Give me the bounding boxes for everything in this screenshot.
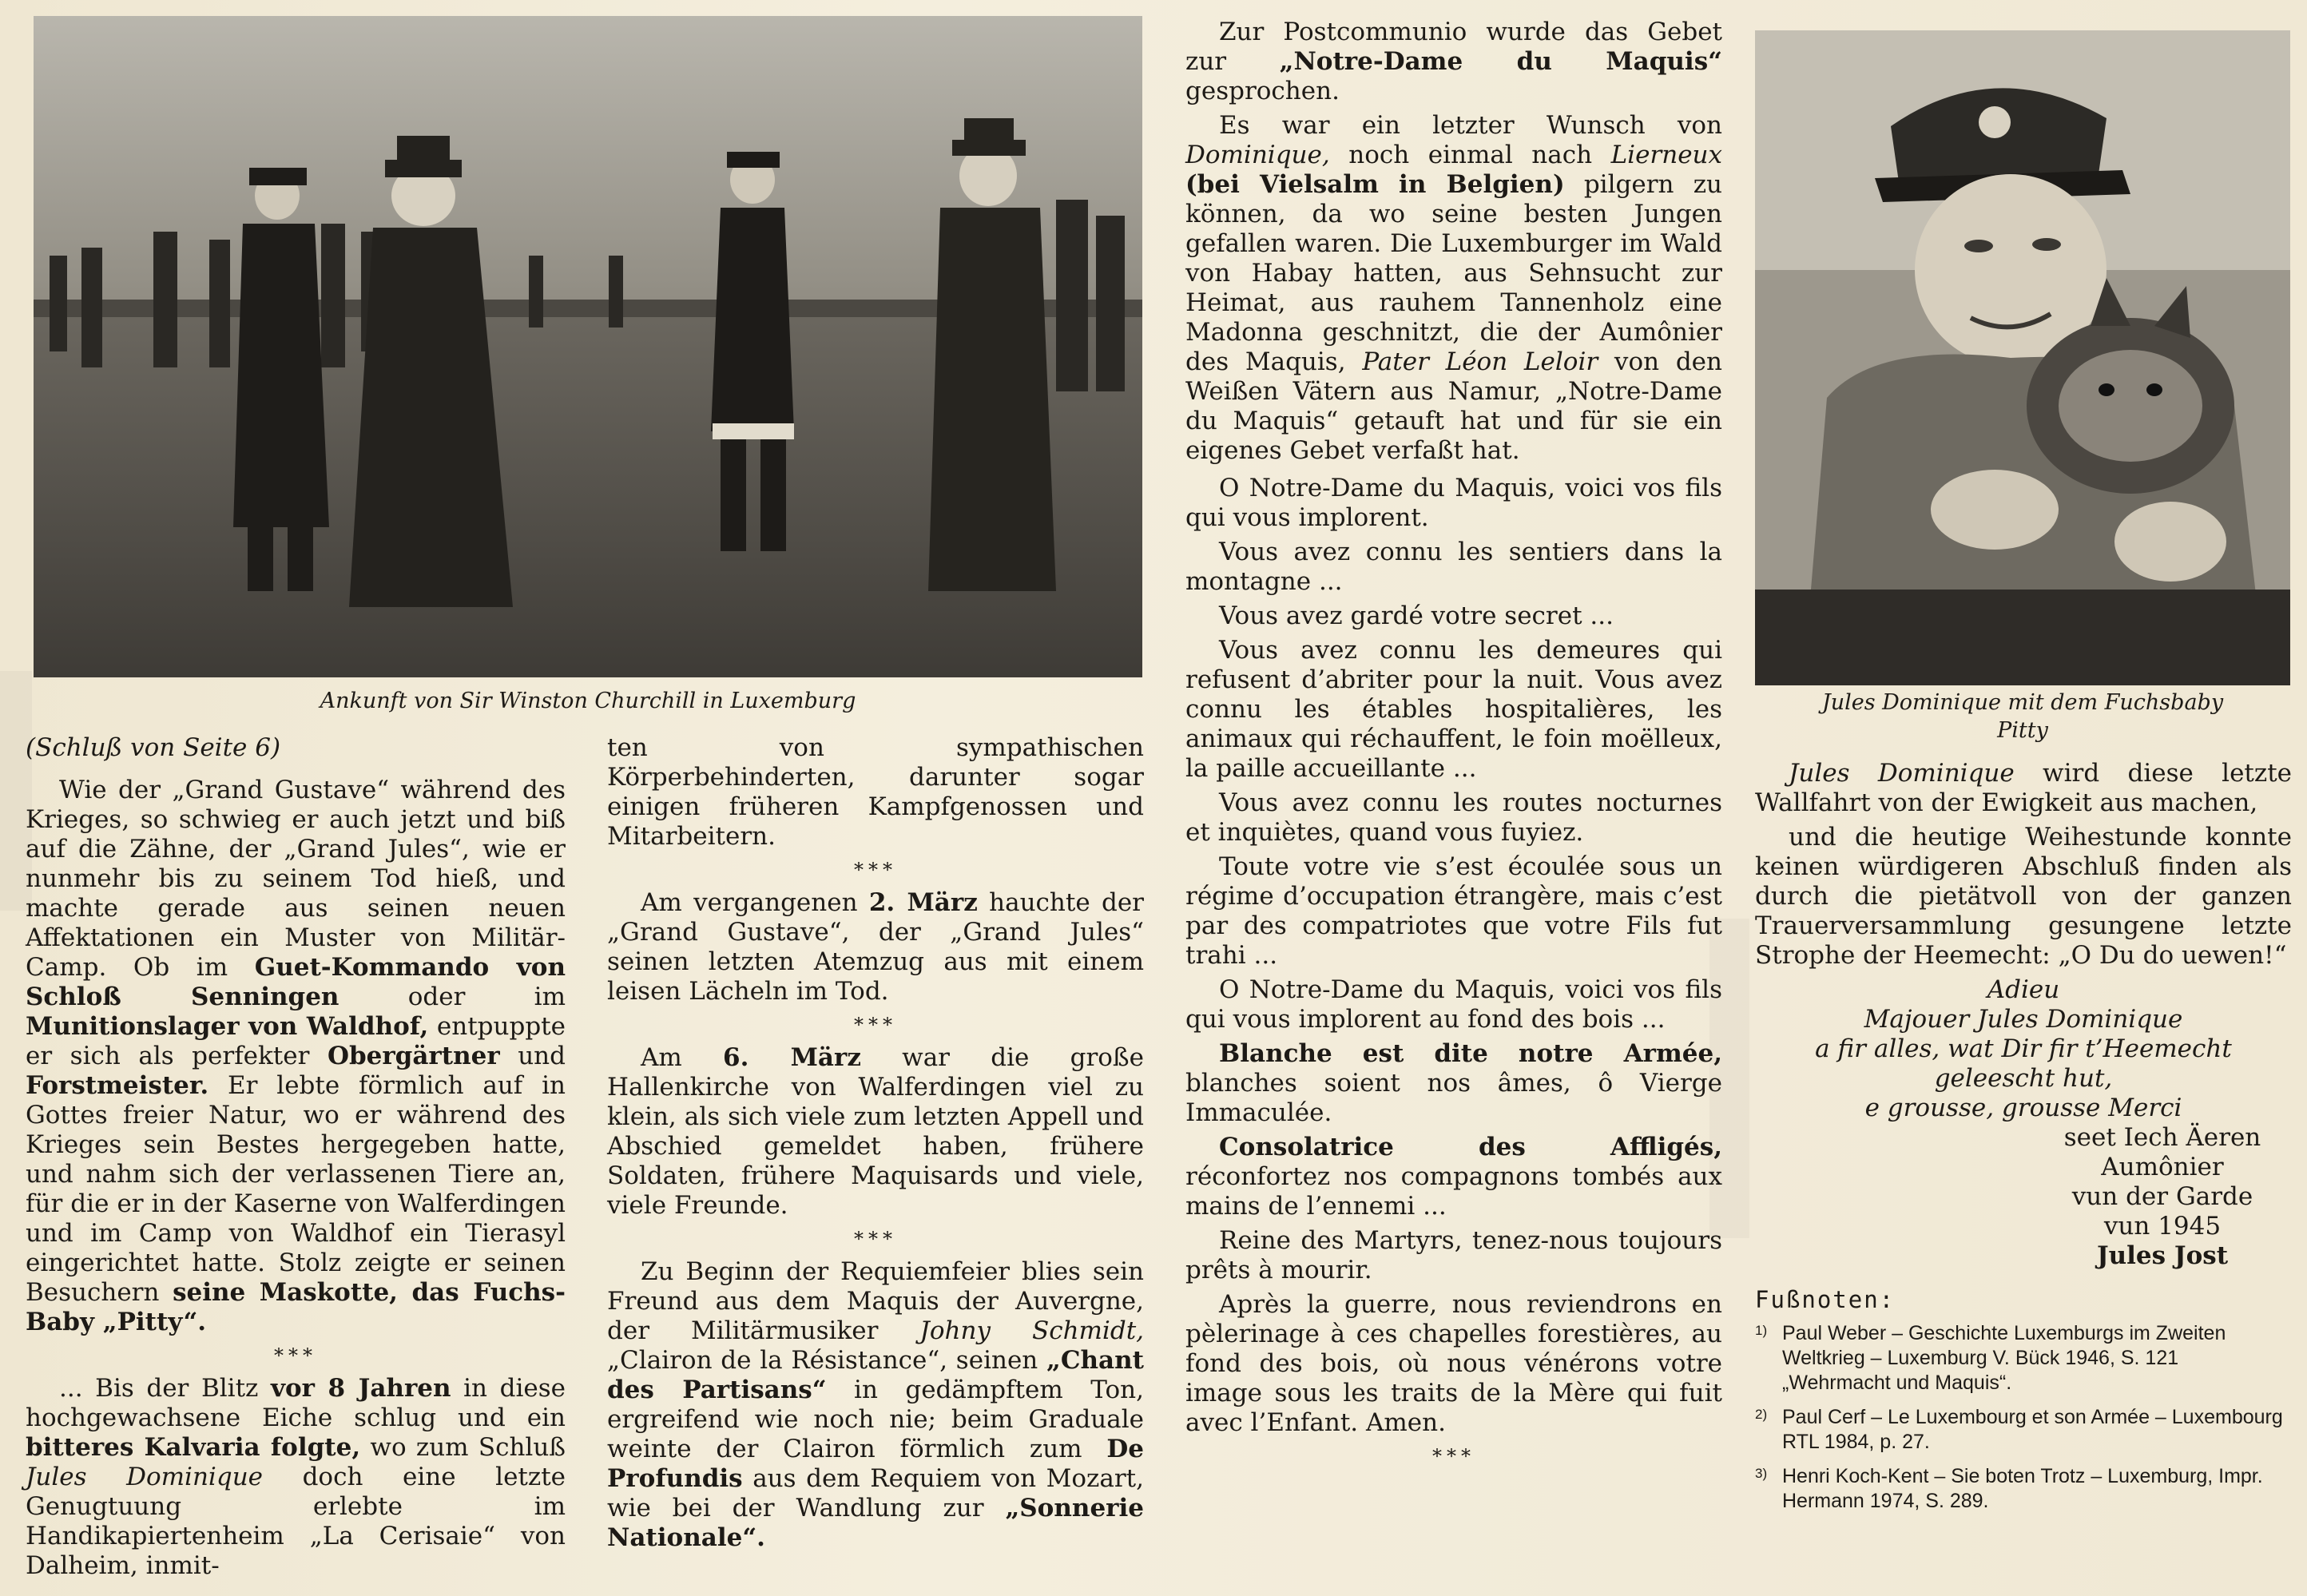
section-separator: *** xyxy=(854,1014,897,1036)
text: Wie der „Grand Gustave“ während des Krieges, so schwieg er auch jetzt und biß auf die Zähne, der „Grand Jules“, wie er nunmehr bis zu seinem Tod hieß, und machte gerade aus seinen neuen Affektationen ein Muster von Militär-Camp. Ob im xyxy=(26,776,566,982)
prayer-line-1: O Notre-Dame du Maquis, voici vos fils qui vous implorent. xyxy=(1185,474,1722,532)
italic-name: Johny Schmidt, xyxy=(919,1316,1145,1345)
column-4 xyxy=(1755,759,2292,1523)
footnotes-title: Fußnoten: xyxy=(1755,1286,1896,1313)
footnote-number: 1) xyxy=(1755,1323,1768,1338)
farewell-line-3: a fir alles, wat Dir fir t’Heemecht xyxy=(1815,1034,2232,1063)
signature-line-4: vun 1945 xyxy=(2103,1212,2222,1241)
farewell-block xyxy=(1755,975,2292,1123)
col3-paragraph-2 xyxy=(1185,111,1722,466)
photo-jules-image xyxy=(1755,30,2290,685)
bold-date: 6. März xyxy=(723,1043,861,1072)
col2-paragraph-1: ten von sympathischen Körperbehinderten, darunter sogar einigen früheren Kampfgenossen und Mitarbeitern. xyxy=(607,733,1144,851)
bold-notre-dame: „Notre-Dame du Maquis“ xyxy=(1279,47,1722,76)
prayer-line-8 xyxy=(1185,1039,1722,1128)
photo-churchill-arrival xyxy=(34,16,1142,677)
footnote-number: 3) xyxy=(1755,1466,1768,1481)
col1-paragraph-2 xyxy=(26,1374,566,1581)
bold-de-profundis: De Profundis xyxy=(607,1435,1144,1493)
photo-churchill-image xyxy=(34,16,1142,677)
prayer-line-7: O Notre-Dame du Maquis, voici vos fils qui vous implorent au fond des bois ... xyxy=(1185,975,1722,1034)
text: ... Bis der Blitz xyxy=(59,1374,271,1403)
bold-forstmeister: Forstmeister. xyxy=(26,1071,209,1100)
italic-name: Jules Dominique xyxy=(1789,759,2015,788)
footnote-text: Paul Weber – Geschichte Luxemburgs im Zweiten Weltkrieg – Luxemburg V. Bück 1946, S. 121 „Wehrmacht und Maquis“. xyxy=(1782,1322,2226,1394)
footnote-1 xyxy=(1755,1321,2292,1396)
footnote-text: Henri Koch-Kent – Sie boten Trotz – Luxemburg, Impr. Hermann 1974, S. 289. xyxy=(1782,1465,2263,1512)
footnote-text: Paul Cerf – Le Luxembourg et son Armée – Luxembourg RTL 1984, p. 27. xyxy=(1782,1406,2283,1453)
bold-kalvaria: bitteres Kalvaria folgte, xyxy=(26,1433,361,1462)
col4-paragraph-2: und die heutige Weihestunde konnte keinen würdigeren Abschluß finden als durch die pietätvoll von der ganzen Trauerversammlung gesungene letzte Strophe der Heemecht: „O Du do uewen!“ xyxy=(1755,823,2292,970)
italic-place: Lierneux xyxy=(1610,141,1722,169)
text: gesprochen. xyxy=(1185,77,1340,105)
prayer-line-10: Reine des Martyrs, tenez-nous toujours prêts à mourir. xyxy=(1185,1226,1722,1284)
signature-block xyxy=(2043,1123,2282,1271)
text: noch einmal nach xyxy=(1329,141,1611,169)
italic-name: Dominique, xyxy=(1185,141,1330,169)
text: in gedämpftem Ton, ergreifend wie noch nie; beim Graduale weinte der Clairon förmlich zum xyxy=(607,1376,1144,1463)
section-separator: *** xyxy=(1432,1445,1475,1467)
bold-maskotte: seine Maskotte, das Fuchs-Baby „Pitty“. xyxy=(26,1278,566,1336)
prayer-line-4: Vous avez connu les demeures qui refusent d’abriter pour la nuit. Vous avez connu les étables hospitalières, les animaux qui réchauffent, le foin moëlleux, la paille accueillante ... xyxy=(1185,636,1722,783)
text: aus dem Requiem von Mozart, wie bei der Wandlung zur xyxy=(607,1464,1144,1523)
text: Am xyxy=(641,1043,724,1072)
prayer-line-5: Vous avez connu les routes nocturnes et inquiètes, quand vous fuyiez. xyxy=(1185,788,1722,847)
caption-jules-line2: Pitty xyxy=(1997,718,2048,743)
footnote-number: 2) xyxy=(1755,1407,1768,1422)
text: Am vergangenen xyxy=(641,888,869,917)
bold-date: 2. März xyxy=(868,888,978,917)
text: war die große Hallenkirche von Walferdingen viel zu klein, als sich viele zum letzten Appell und Abschied gemeldet haben, frühere Soldaten, frühere Maquisards und viele, viele Freunde. xyxy=(607,1043,1144,1220)
bold-chant: „Chant des Partisans“ xyxy=(607,1346,1144,1404)
text: doch eine letzte Genugtuung erlebte im Handikapiertenheim „La Cerisaie“ von Dalheim, inmit- xyxy=(26,1463,566,1580)
bold-guet-kommando: Guet-Kommando von Schloß Senningen xyxy=(26,953,566,1011)
text: und xyxy=(499,1042,566,1070)
text: oder im xyxy=(339,983,566,1011)
signature-line-2: Aumônier xyxy=(2101,1153,2224,1181)
italic-name: Jules Dominique xyxy=(26,1463,264,1491)
signature-line-1: seet Iech Äeren xyxy=(2063,1123,2261,1152)
bold-consolatrice: Consolatrice des Affligés, xyxy=(1219,1133,1722,1161)
prayer-line-3: Vous avez gardé votre secret ... xyxy=(1219,601,1614,630)
farewell-line-1: Adieu xyxy=(1987,975,2060,1004)
text: wo zum Schluß xyxy=(360,1433,566,1462)
caption-churchill: Ankunft von Sir Winston Churchill in Luxemburg xyxy=(320,689,856,713)
col2-paragraph-3 xyxy=(607,1043,1144,1221)
bold-munitionslager: Munitionslager von Waldhof, xyxy=(26,1012,429,1041)
col2-paragraph-4 xyxy=(607,1257,1144,1553)
caption-jules xyxy=(1749,689,2296,744)
column-2 xyxy=(607,733,1144,1558)
text: wird diese letzte Wallfahrt von der Ewigkeit aus machen, xyxy=(1755,759,2293,817)
col1-paragraph-1 xyxy=(26,776,566,1337)
bold-8-jahren: vor 8 Jahren xyxy=(270,1374,451,1403)
text: réconfortez nos compagnons tombés aux mains de l’ennemi ... xyxy=(1185,1162,1722,1221)
text: Er lebte förmlich auf in Gottes freier Natur, wo er während des Krieges sein Bestes hergegeben hatte, und nahm sich der verlassenen Tiere an, für die er in der Kaserne von Walferdingen und im Camp von Waldhof ein Tierasyl eingerichtet hatte. Stolz zeigte er seinen Besuchern xyxy=(26,1071,566,1307)
col2-paragraph-2 xyxy=(607,888,1144,1006)
section-separator: *** xyxy=(854,859,897,881)
prayer-line-9 xyxy=(1185,1133,1722,1221)
text: blanches soient nos âmes, ô Vierge Immaculée. xyxy=(1185,1069,1722,1127)
farewell-line-5: e grousse, grousse Merci xyxy=(1864,1094,2182,1122)
bold-obergaertner: Obergärtner xyxy=(327,1042,500,1070)
text: pilgern zu können, da wo seine besten Jungen gefallen waren. Die Luxemburger im Wald von Habay hatten, aus Sehnsucht zur Heimat, aus rauhem Tannenholz eine Madonna geschnitzt, die der Aumônier des Maquis, xyxy=(1185,170,1722,376)
text: Zu Beginn der Requiemfeier blies sein Freund aus dem Maquis der Auvergne, der Militärmusiker xyxy=(607,1257,1144,1345)
footnote-2 xyxy=(1755,1405,2292,1455)
caption-jules-line1: Jules Dominique mit dem Fuchsbaby xyxy=(1821,690,2224,715)
author-name: Jules Jost xyxy=(2096,1241,2229,1270)
italic-name: Pater Léon Leloir xyxy=(1362,347,1598,376)
col4-paragraph-1 xyxy=(1755,759,2292,818)
photo-jules-dominique xyxy=(1755,30,2290,685)
farewell-line-4: geleescht hut, xyxy=(1934,1064,2113,1093)
footnote-3 xyxy=(1755,1464,2292,1514)
bold-sonnerie: „Sonnerie Nationale“. xyxy=(607,1494,1144,1552)
text: von den Weißen Vätern aus Namur, „Notre-Dame du Maquis“ getauft hat und für sie ein eigenes Gebet verfaßt hat. xyxy=(1185,347,1722,465)
text: Es war ein letzter Wunsch von xyxy=(1219,111,1722,140)
text: entpuppte er sich als perfekter xyxy=(26,1012,566,1070)
prayer-line-6: Toute votre vie s’est écoulée sous un régime d’occupation étrangère, mais c’est par des compatriotes que votre Fils fut trahi ... xyxy=(1185,852,1722,970)
prayer-line-2: Vous avez connu les sentiers dans la montagne ... xyxy=(1185,538,1722,596)
col3-paragraph-1 xyxy=(1185,18,1722,106)
continuation-note: (Schluß von Seite 6) xyxy=(26,733,281,762)
section-separator: *** xyxy=(274,1344,317,1367)
prayer-line-11: Après la guerre, nous reviendrons en pèlerinage à ces chapelles forestières, au fond des bois, où nous vénérons votre image sous les traits de la Mère qui fuit avec l’Enfant. Amen. xyxy=(1185,1290,1722,1437)
column-3 xyxy=(1185,18,1722,1475)
section-separator: *** xyxy=(854,1228,897,1250)
text: hauchte der „Grand Gustave“, der „Grand Jules“ seinen letzten Atemzug aus mit einem leisen Lächeln im Tod. xyxy=(607,888,1144,1006)
text: Zur Postcommunio wurde das Gebet zur xyxy=(1185,18,1722,76)
text: „Clairon de la Résistance“, seinen xyxy=(607,1346,1046,1375)
signature-line-3: vun der Garde xyxy=(2071,1182,2253,1211)
farewell-line-2: Majouer Jules Dominique xyxy=(1864,1005,2183,1034)
bold-blanche: Blanche est dite notre Armée, xyxy=(1219,1039,1722,1068)
bold-vielsalm: (bei Vielsalm in Belgien) xyxy=(1185,170,1565,199)
text: in diese hochgewachsene Eiche schlug und ein xyxy=(26,1374,566,1432)
column-1 xyxy=(26,733,566,1586)
